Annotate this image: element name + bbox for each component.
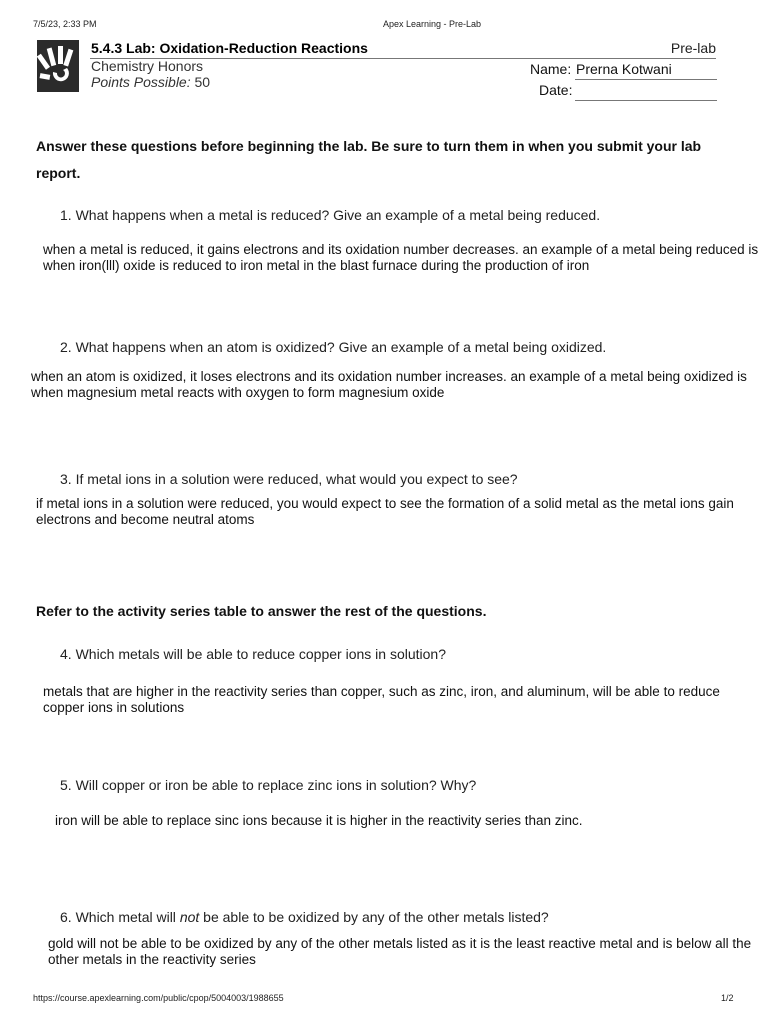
date-label: Date: <box>539 82 573 98</box>
question-4: 4. Which metals will be able to reduce copper ions in solution? <box>60 646 446 662</box>
question-6 <box>60 909 549 925</box>
points-label: Points Possible: <box>91 74 191 90</box>
date-underline <box>575 100 717 101</box>
question-3: 3. If metal ions in a solution were reduced, what would you expect to see? <box>60 471 518 487</box>
points-possible <box>91 74 210 90</box>
footer-url: https://course.apexlearning.com/public/cpop/5004003/1988655 <box>33 993 284 1003</box>
answer-4: metals that are higher in the reactivity series than copper, such as zinc, iron, and aluminum, will be able to reduce copper ions in solutions <box>43 684 720 715</box>
footer-page-number: 1/2 <box>721 993 734 1003</box>
refer-instruction: Refer to the activity series table to answer the rest of the questions. <box>36 603 487 619</box>
lab-type: Pre-lab <box>670 40 716 56</box>
answer-5: iron will be able to replace sinc ions because it is higher in the reactivity series than zinc. <box>55 813 583 828</box>
answer-2: when an atom is oxidized, it loses electrons and its oxidation number increases. an example of a metal being oxidized is when magnesium metal reacts with oxygen to form magnesium oxide <box>31 369 747 400</box>
instructions-line-1: Answer these questions before beginning the lab. Be sure to turn them in when you submit your lab <box>36 138 702 154</box>
question-1: 1. What happens when a metal is reduced? Give an example of a metal being reduced. <box>60 207 601 223</box>
lab-title: 5.4.3 Lab: Oxidation-Reduction Reactions <box>91 40 368 56</box>
answer-6: gold will not be able to be oxidized by any of the other metals listed as it is the least reactive metal and is below all the other metals in the reactivity series <box>48 936 752 967</box>
question-6-post: be able to be oxidized by any of the other metals listed? <box>199 909 549 925</box>
question-6-pre: 6. Which metal will <box>60 909 180 925</box>
print-page-title: Apex Learning - Pre-Lab <box>383 19 482 29</box>
question-2: 2. What happens when an atom is oxidized? Give an example of a metal being oxidized. <box>60 339 607 355</box>
apex-logo-icon <box>37 40 79 92</box>
question-6-emphasis: not <box>179 909 200 925</box>
instructions-line-2: report. <box>36 165 81 181</box>
name-value: Prerna Kotwani <box>576 61 672 77</box>
print-datetime: 7/5/23, 2:33 PM <box>33 19 97 29</box>
points-value: 50 <box>194 74 211 90</box>
course-name: Chemistry Honors <box>91 58 204 74</box>
name-label: Name: <box>530 61 572 77</box>
name-underline <box>575 79 717 80</box>
question-5: 5. Will copper or iron be able to replace zinc ions in solution? Why? <box>60 777 477 793</box>
answer-3: if metal ions in a solution were reduced, you would expect to see the formation of a solid metal as the metal ions gain electrons and become neutral atoms <box>36 496 734 527</box>
answer-1: when a metal is reduced, it gains electrons and its oxidation number decreases. an example of a metal being reduced is when iron(lll) oxide is reduced to iron metal in the blast furnace during the production of iron <box>43 242 759 273</box>
